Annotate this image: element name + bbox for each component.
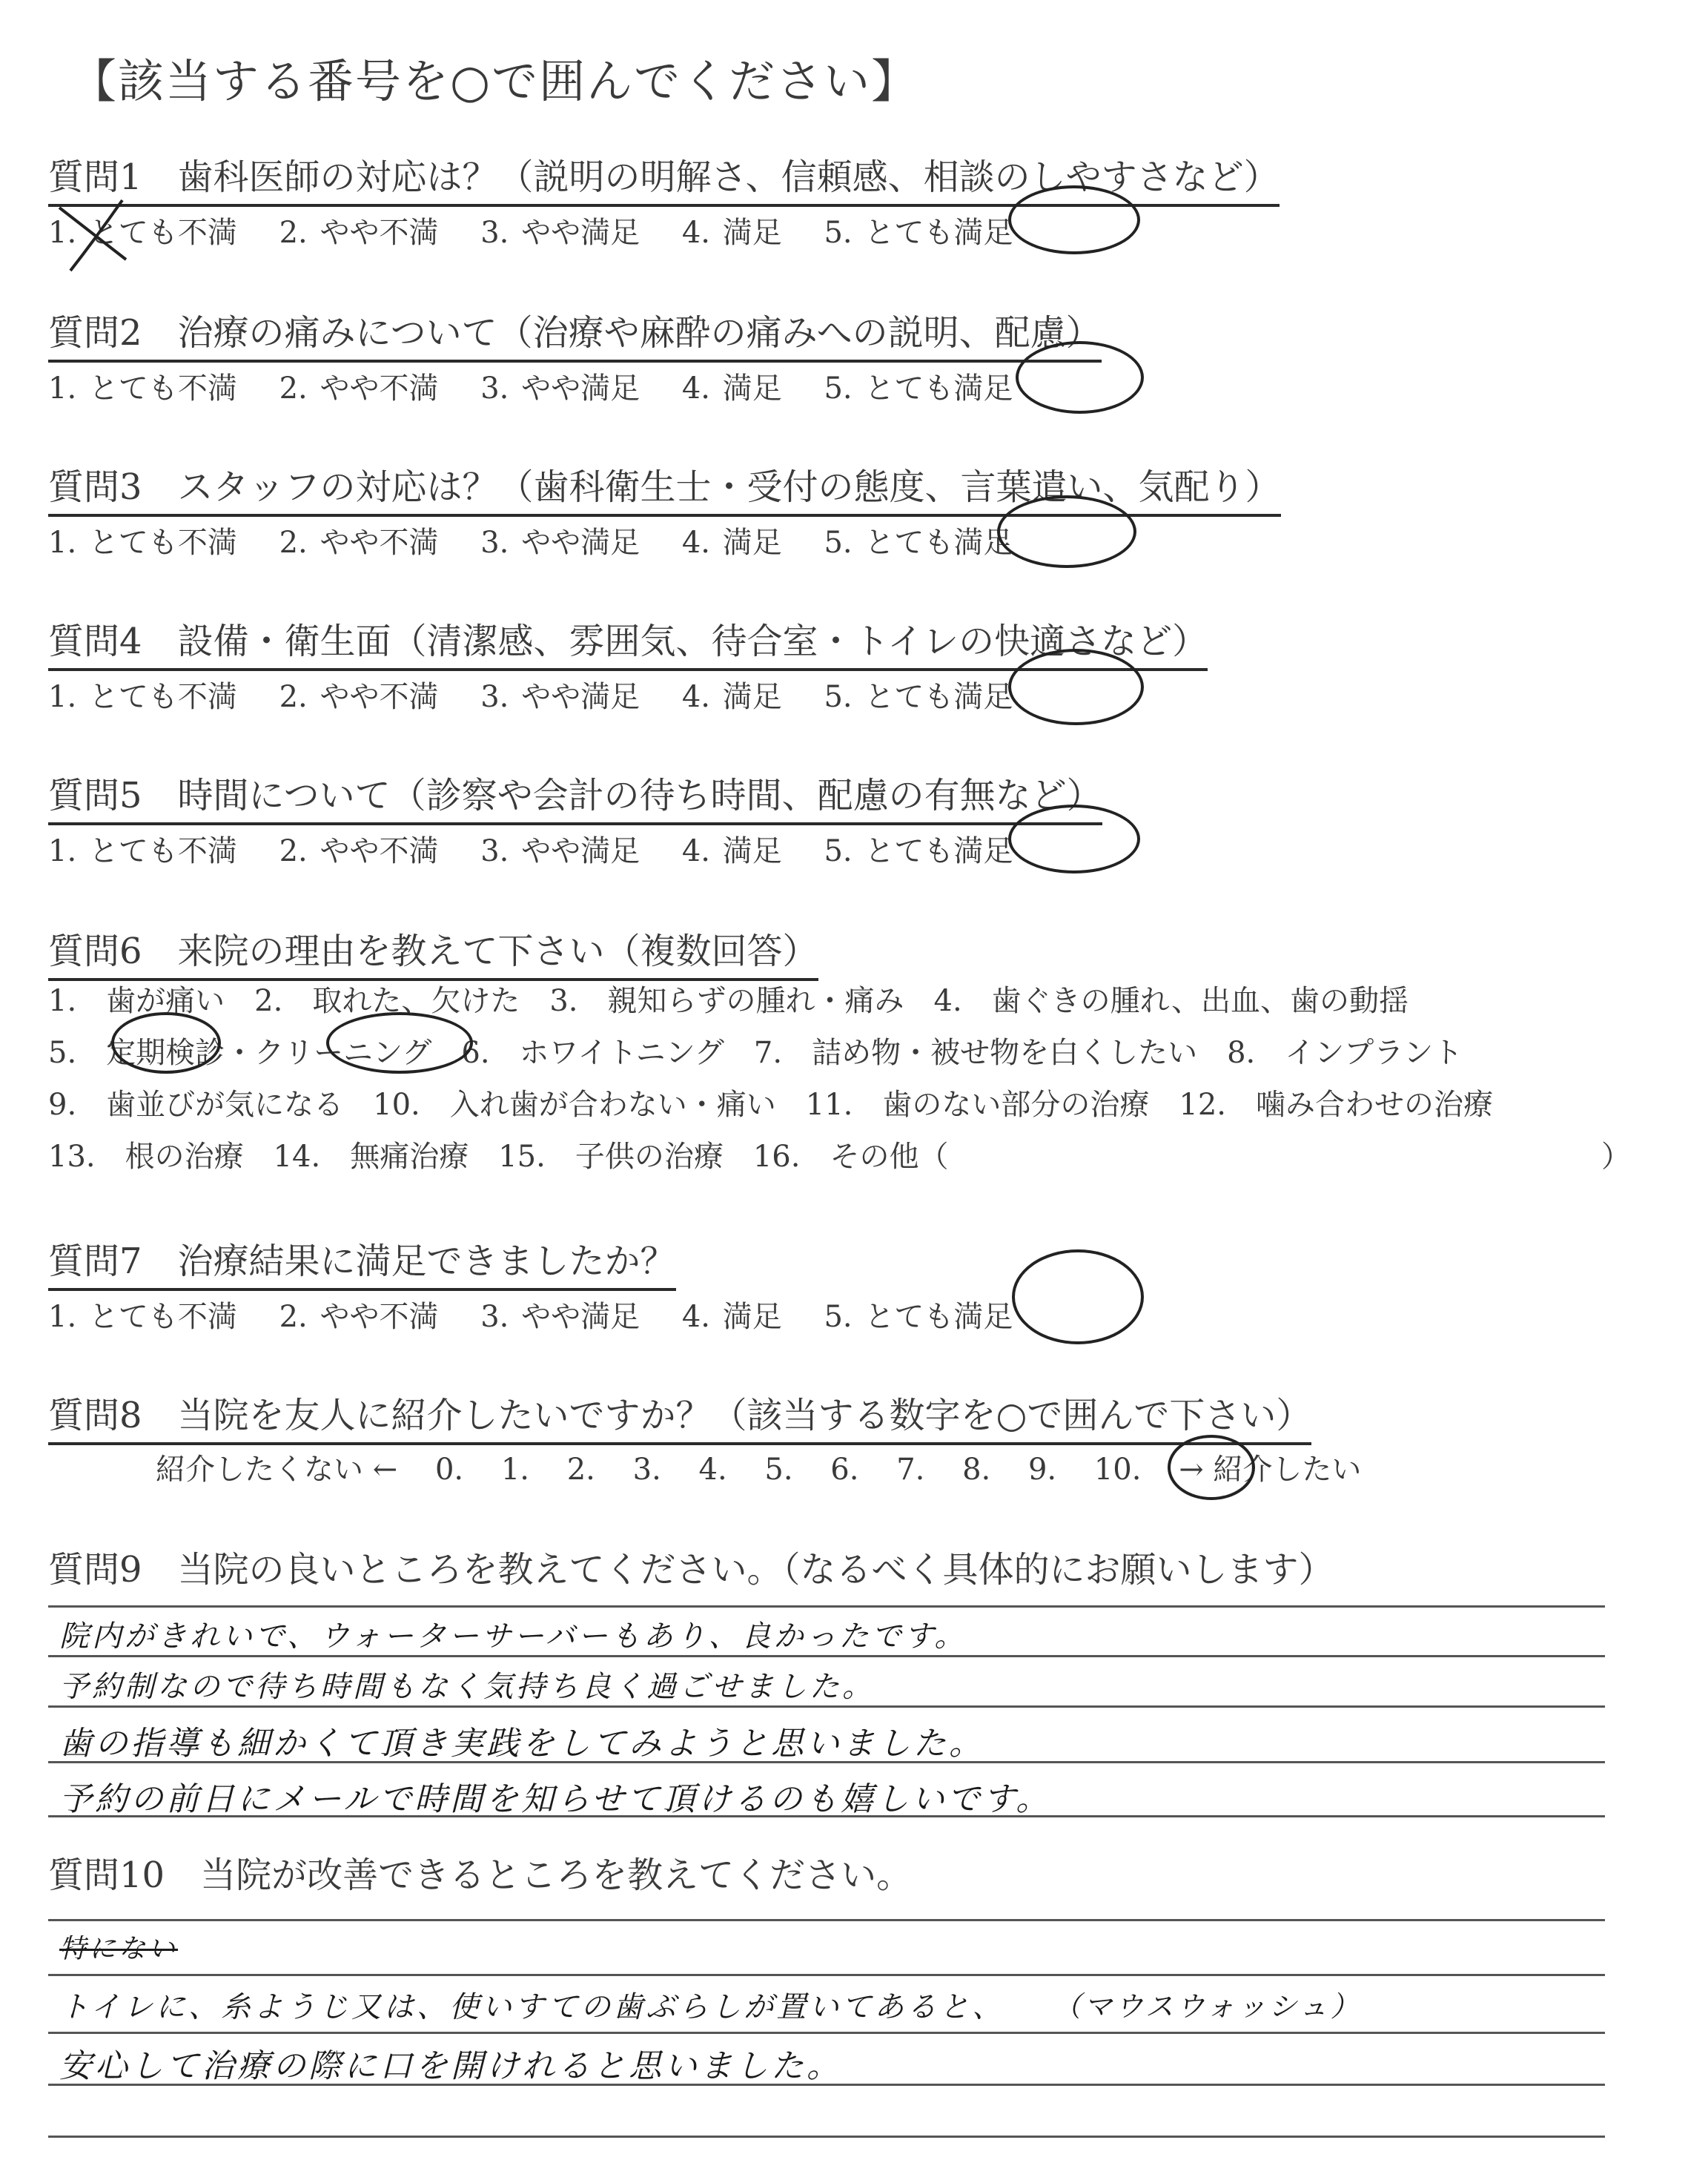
question-1-heading: 質問1 歯科医師の対応は？（説明の明解さ、信頼感、相談のしやすさなど） [48, 148, 1280, 207]
question-3-heading: 質問3 スタッフの対応は？（歯科衛生士・受付の態度、言葉遣い、気配り） [48, 458, 1281, 517]
q1-selected-circle [1008, 185, 1140, 254]
q10-answer-note: （マウスウォッシュ） [1053, 1990, 1362, 2023]
q9-answer-text-2: 予約制なので待ち時間もなく気持ち良く過ごせました。 [59, 1670, 875, 1704]
q3-selected-circle [997, 495, 1136, 568]
question-4-heading: 質問4 設備・衛生面（清潔感、雰囲気、待合室・トイレの快適さなど） [48, 612, 1208, 671]
q8-option-5[interactable]: 5. [764, 1453, 793, 1487]
question-2-options [48, 365, 1013, 407]
q7-selected-circle [1012, 1249, 1144, 1344]
q8-selected-circle [1168, 1435, 1255, 1500]
q6-row-2[interactable]: 5. 定期検診・クリーニング 6. ホワイトニング 7. 詰め物・被せ物を白くしたい 8. インプラント [48, 1036, 1463, 1070]
q2-option-2[interactable]: 2. やや不満 [279, 371, 439, 406]
q7-option-5[interactable]: 5. とても満足 [824, 1300, 1013, 1334]
q7-option-1[interactable]: 1. とても不満 [48, 1300, 237, 1334]
q4-option-2[interactable]: 2. やや不満 [279, 680, 439, 714]
q1-option-2[interactable]: 2. やや不満 [279, 216, 439, 250]
q10-answer-text-1: トイレに、糸ようじ又は、使いすての歯ぶらしが置いてあると、 [59, 1990, 1005, 2024]
q9-answer-line-2 [48, 1655, 1605, 1657]
q1-strike-mark [44, 185, 148, 282]
q8-option-3[interactable]: 3. [632, 1453, 661, 1487]
q4-option-4[interactable]: 4. 満足 [681, 680, 782, 714]
q1-option-3[interactable]: 3. やや満足 [480, 216, 640, 250]
q10-answer-line-2 [48, 1974, 1605, 1976]
q4-selected-circle [1008, 649, 1144, 725]
q10-answer-line-3 [48, 2032, 1605, 2034]
q4-option-1[interactable]: 1. とても不満 [48, 680, 237, 714]
q6-row-4[interactable]: 13. 根の治療 14. 無痛治療 15. 子供の治療 16. その他（ [48, 1140, 949, 1174]
q6-other-close-paren: ） [1601, 1140, 1631, 1174]
q8-option-6[interactable]: 6. [830, 1453, 859, 1487]
q8-option-8[interactable]: 8. [962, 1453, 991, 1487]
q8-option-1[interactable]: 1. [500, 1453, 530, 1487]
q8-option-2[interactable]: 2. [566, 1453, 595, 1487]
q5-option-2[interactable]: 2. やや不満 [279, 834, 439, 868]
question-10-heading: 質問10 当院が改善できるところを教えてください。 [48, 1855, 913, 1896]
q9-answer-line-3 [48, 1705, 1605, 1708]
q4-option-5[interactable]: 5. とても満足 [824, 680, 1013, 714]
q5-option-3[interactable]: 3. やや満足 [480, 834, 640, 868]
q8-option-9[interactable]: 9. [1027, 1453, 1057, 1487]
q1-option-1[interactable]: 1. とても不満 [48, 216, 237, 250]
q3-option-5[interactable]: 5. とても満足 [824, 526, 1013, 560]
question-2-heading: 質問2 治療の痛みについて（治療や麻酔の痛みへの説明、配慮） [48, 304, 1102, 363]
q10-struck-answer: 特にない [59, 1934, 179, 1964]
q10-answer-line-1 [48, 1919, 1605, 1921]
q10-answer-text-2: 安心して治療の際に口を開けれると思いました。 [59, 2047, 842, 2085]
q2-option-3[interactable]: 3. やや満足 [480, 371, 640, 406]
question-5-heading: 質問5 時間について（診察や会計の待ち時間、配慮の有無など） [48, 767, 1102, 825]
q7-option-2[interactable]: 2. やや不満 [279, 1300, 439, 1334]
page-title: 【該当する番号を○で囲んでください】 [70, 54, 919, 108]
q9-answer-text-1: 院内がきれいで、ウォーターサーバーもあり、良かったです。 [59, 1619, 967, 1654]
q9-answer-text-4: 予約の前日にメールで時間を知らせて頂けるのも嬉しいです。 [59, 1780, 1052, 1818]
q2-option-1[interactable]: 1. とても不満 [48, 371, 237, 406]
q3-option-3[interactable]: 3. やや満足 [480, 526, 640, 560]
q3-option-1[interactable]: 1. とても不満 [48, 526, 237, 560]
question-7-heading: 質問7 治療結果に満足できましたか？ [48, 1232, 676, 1291]
question-3-options [48, 519, 1013, 561]
q9-answer-text-3: 歯の指導も細かくて頂き実践をしてみようと思いました。 [59, 1725, 984, 1763]
q9-answer-line-1 [48, 1605, 1605, 1608]
q7-option-4[interactable]: 4. 満足 [681, 1300, 782, 1334]
q8-option-4[interactable]: 4. [698, 1453, 727, 1487]
q5-option-5[interactable]: 5. とても満足 [824, 834, 1013, 868]
q5-option-1[interactable]: 1. とても不満 [48, 834, 237, 868]
q8-option-0[interactable]: 0. [434, 1453, 464, 1487]
q8-left-label: 紹介したくない ← [156, 1453, 398, 1487]
q5-selected-circle [1008, 805, 1140, 873]
q6-selected-circle-5a [111, 1012, 221, 1074]
q8-right-label: → 紹介したい [1179, 1453, 1362, 1487]
question-4-options [48, 673, 1013, 716]
q5-option-4[interactable]: 4. 満足 [681, 834, 782, 868]
question-5-options [48, 828, 1013, 870]
q2-selected-circle [1016, 341, 1144, 414]
question-8-heading: 質問8 当院を友人に紹介したいですか？（該当する数字を○で囲んで下さい） [48, 1387, 1311, 1445]
q6-row-3[interactable]: 9. 歯並びが気になる 10. 入れ歯が合わない・痛い 11. 歯のない部分の治療 12. 噛み合わせの治療 [48, 1088, 1494, 1122]
q6-selected-circle-5b [326, 1012, 473, 1074]
question-6-heading: 質問6 来院の理由を教えて下さい（複数回答） [48, 922, 818, 981]
question-7-options [48, 1293, 1013, 1335]
question-9-heading: 質問9 当院の良いところを教えてください。（なるべく具体的にお願いします） [48, 1549, 1334, 1591]
q4-option-3[interactable]: 3. やや満足 [480, 680, 640, 714]
q2-option-5[interactable]: 5. とても満足 [824, 371, 1013, 406]
q6-row-1[interactable]: 1. 歯が痛い 2. 取れた、欠けた 3. 親知らずの腫れ・痛み 4. 歯ぐきの腫れ、出血、歯の動揺 [48, 984, 1409, 1018]
q1-option-4[interactable]: 4. 満足 [681, 216, 782, 250]
q8-option-7[interactable]: 7. [896, 1453, 925, 1487]
q3-option-4[interactable]: 4. 満足 [681, 526, 782, 560]
q3-option-2[interactable]: 2. やや不満 [279, 526, 439, 560]
q2-option-4[interactable]: 4. 満足 [681, 371, 782, 406]
q10-answer-line-5 [48, 2136, 1605, 2138]
q7-option-3[interactable]: 3. やや満足 [480, 1300, 640, 1334]
q8-option-10[interactable]: 10. [1093, 1453, 1142, 1487]
question-1-options [48, 209, 1013, 251]
q1-option-5[interactable]: 5. とても満足 [824, 216, 1013, 250]
